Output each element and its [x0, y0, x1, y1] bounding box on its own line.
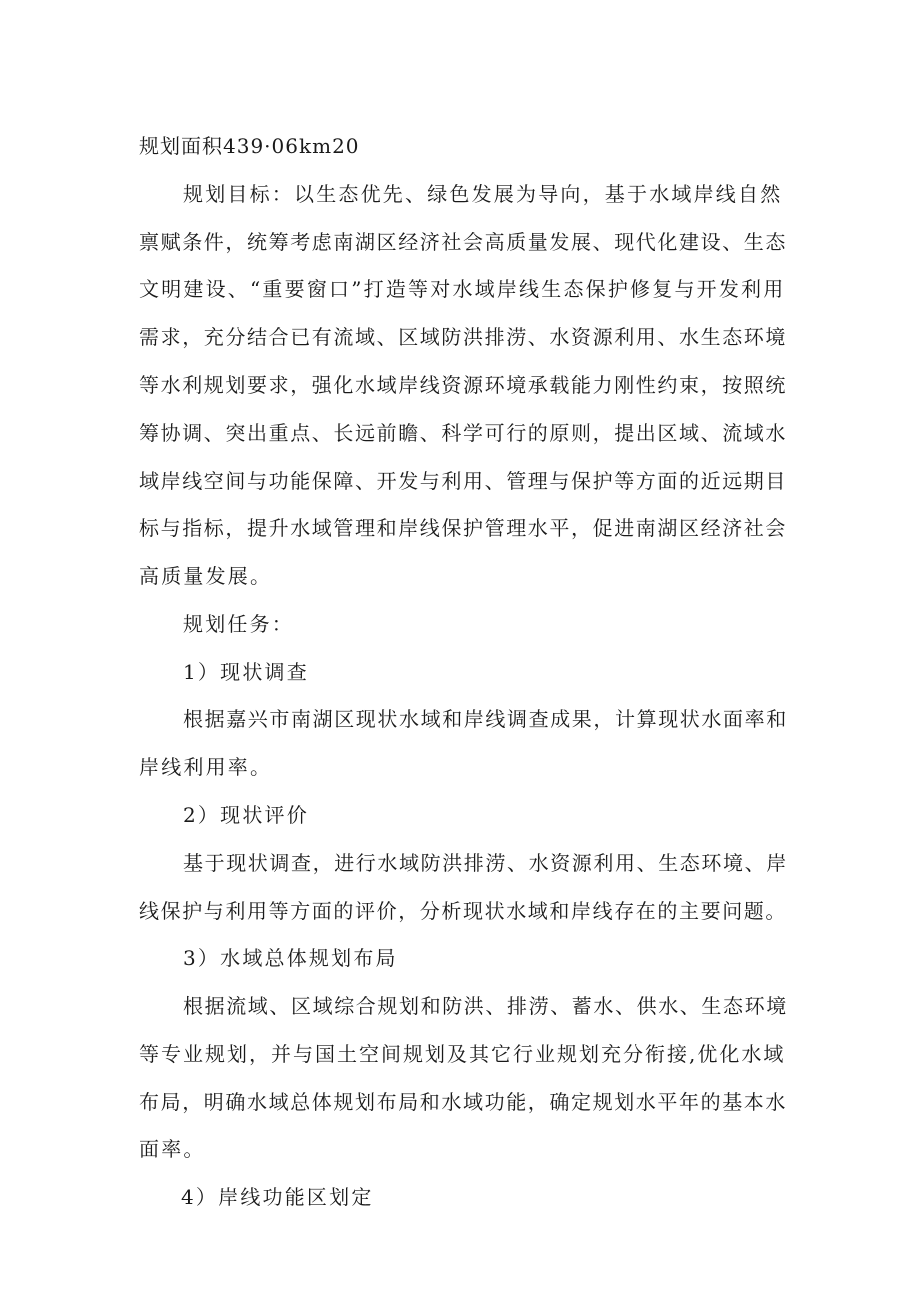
planning-tasks-heading: 规划任务：	[183, 612, 294, 636]
task-3-body-line-4: 面率。	[139, 1137, 206, 1161]
task-1-body-line-2: 岸线利用率。	[139, 755, 273, 779]
task-3-body-line-2: 等专业规划，并与国土空间规划及其它行业规划充分衔接,优化水域	[139, 1042, 786, 1066]
planning-goal-line-2: 禀赋条件，统筹考虑南湖区经济社会高质量发展、现代化建设、生态	[139, 230, 787, 254]
task-2-title: 2）现状评价	[183, 803, 309, 827]
planning-area-line: 规划面积439·06km20	[139, 134, 360, 158]
task-3-body-line-3: 布局，明确水域总体规划布局和水域功能，确定规划水平年的基本水	[139, 1090, 787, 1114]
planning-goal-line-3: 文明建设、“重要窗口”打造等对水域岸线生态保护修复与开发利用	[139, 277, 786, 301]
task-3-body-line-1: 根据流域、区域综合规划和防洪、排涝、蓄水、供水、生态环境	[183, 994, 788, 1018]
planning-goal-line-9: 高质量发展。	[139, 564, 273, 588]
planning-goal-line-8: 标与指标，提升水域管理和岸线保护管理水平，促进南湖区经济社会	[139, 516, 787, 540]
task-1-title: 1）现状调查	[183, 660, 309, 684]
planning-goal-line-4: 需求，充分结合已有流域、区域防洪排涝、水资源利用、水生态环境	[139, 325, 787, 349]
planning-goal-line-7: 域岸线空间与功能保障、开发与利用、管理与保护等方面的近远期目	[139, 469, 787, 493]
planning-goal-line-5: 等水利规划要求，强化水域岸线资源环境承载能力刚性约束，按照统	[139, 373, 787, 397]
planning-goal-line-1: 规划目标：以生态优先、绿色发展为导向，基于水域岸线自然	[183, 182, 783, 206]
task-4-title: 4）岸线功能区划定	[181, 1185, 374, 1209]
planning-goal-line-6: 筹协调、突出重点、长远前瞻、科学可行的原则，提出区域、流域水	[139, 421, 787, 445]
task-3-title: 3）水域总体规划布局	[183, 946, 398, 970]
task-2-body-line-2: 线保护与利用等方面的评价，分析现状水域和岸线存在的主要问题。	[139, 899, 787, 923]
task-2-body-line-1: 基于现状调查，进行水域防洪排涝、水资源利用、生态环境、岸	[183, 851, 788, 875]
task-1-body-line-1: 根据嘉兴市南湖区现状水域和岸线调查成果，计算现状水面率和	[183, 707, 788, 731]
